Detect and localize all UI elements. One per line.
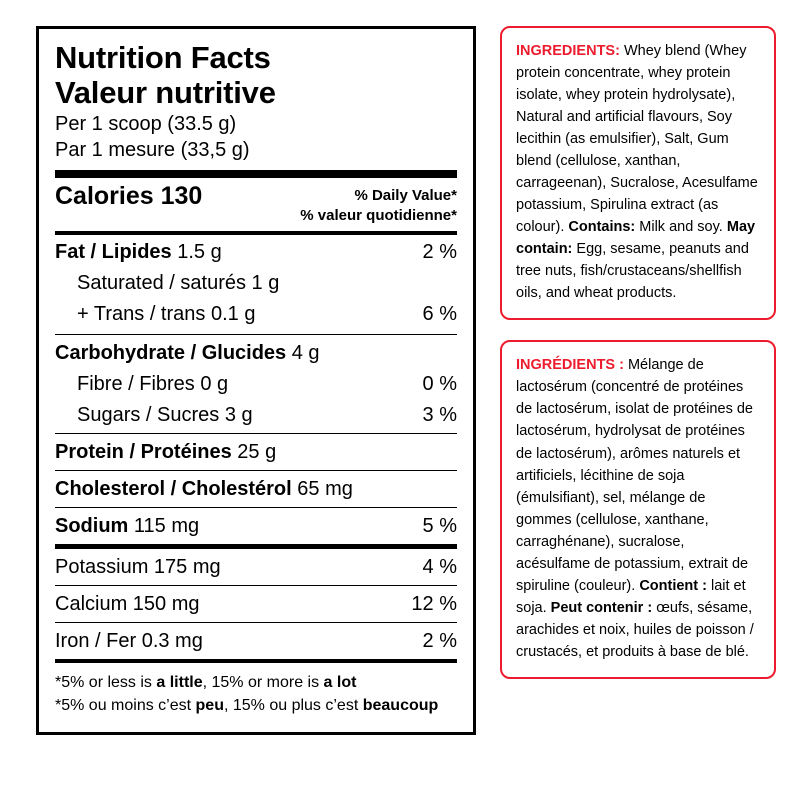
cholesterol-left bbox=[55, 476, 447, 502]
protein-left bbox=[55, 439, 447, 465]
footnote-en bbox=[55, 671, 457, 694]
fat-row bbox=[55, 237, 279, 268]
trans-dv: 6 % bbox=[422, 303, 457, 326]
sodium-amount: 115 mg bbox=[133, 515, 200, 538]
iron-row bbox=[55, 623, 457, 659]
sugars-left bbox=[55, 402, 413, 428]
sodium-dv: 5 % bbox=[422, 515, 457, 538]
may-contain-label-en: May contain: bbox=[516, 219, 756, 258]
cholesterol-row bbox=[55, 471, 457, 507]
footnote-fr-peu: peu bbox=[195, 697, 224, 715]
footnote-fr-part2: , 15% ou plus c’est bbox=[223, 697, 363, 715]
calories-row bbox=[55, 178, 457, 232]
divider-thick-top bbox=[55, 170, 457, 178]
sugars-row bbox=[55, 402, 457, 433]
potassium-dv: 4 % bbox=[422, 556, 457, 579]
ingredients-body-en: Whey blend (Whey protein concentrate, whey protein isolate, whey protein hydrolysate), Natural and artificial flavours, Soy lecithin (as emulsifier), Salt, Gum blend (cellulose, xanthan, carrageenan), Sucralose, Acesulfame potassium, Spirulina extract (as colour). bbox=[516, 43, 758, 236]
calcium-name: Calcium 150 mg bbox=[55, 593, 200, 616]
ingredients-heading-en: INGREDIENTS: bbox=[516, 43, 620, 59]
daily-value-header-fr: % valeur quotidienne* bbox=[300, 206, 457, 224]
calcium-row bbox=[55, 586, 457, 622]
footnote-fr bbox=[55, 694, 457, 717]
fat-group bbox=[55, 235, 457, 334]
nutrition-facts-panel bbox=[36, 26, 476, 735]
ingredients-column bbox=[500, 26, 776, 679]
trans-name: + Trans / trans bbox=[77, 303, 206, 326]
cholesterol-name: Cholesterol / Cholestérol bbox=[55, 478, 292, 501]
fat-amount: 1.5 g bbox=[177, 241, 222, 264]
fat-name: Fat / Lipides bbox=[55, 241, 172, 264]
fat-dv: 2 % bbox=[422, 241, 457, 264]
footnote-en-little: a little bbox=[156, 674, 203, 692]
protein-amount: 25 g bbox=[237, 441, 277, 464]
may-contain-body-en: Egg, sesame, peanuts and tree nuts, fish/crustaceans/shellfish oils, and wheat products. bbox=[516, 241, 749, 302]
ingredients-body-fr: Mélange de lactosérum (concentré de protéines de lactosérum, isolat de protéines de lactosérum, hydrolysat de protéines de lactosérum), arômes naturels et artificiels, lécithine de soja (émulsifiant), sel, mélange de gommes (cellulose, xanthane, carraghénane), sucralose, acésulfame de potassium, extrait de spiruline (couleur). bbox=[516, 357, 753, 594]
ingredients-box-fr bbox=[500, 340, 776, 678]
protein-row bbox=[55, 434, 457, 470]
serving-size-fr: Par 1 mesure (33,5 g) bbox=[55, 139, 250, 162]
sodium-name: Sodium bbox=[55, 515, 129, 538]
nutrition-title-fr: Valeur nutritive bbox=[55, 74, 276, 110]
trans-row bbox=[55, 299, 279, 330]
calories-label: Calories 130 bbox=[55, 181, 203, 210]
contains-body-en: Milk and soy. bbox=[635, 219, 727, 236]
ingredients-box-en bbox=[500, 26, 776, 320]
trans-amount: 0.1 g bbox=[210, 303, 256, 326]
carbohydrate-amount: 4 g bbox=[291, 342, 320, 365]
fat-group-lines bbox=[55, 237, 279, 330]
cholesterol-amount: 65 mg bbox=[297, 478, 353, 501]
saturated-amount: 1 g bbox=[251, 272, 280, 295]
footnote-en-part2: , 15% or more is bbox=[202, 674, 324, 692]
protein-name: Protein / Protéines bbox=[55, 441, 232, 464]
fat-group-dv bbox=[423, 237, 457, 330]
calcium-dv: 12 % bbox=[411, 593, 457, 616]
contains-body-fr: lait et soja. bbox=[516, 577, 746, 616]
daily-value-header-en: % Daily Value* bbox=[354, 186, 457, 204]
iron-dv: 2 % bbox=[422, 630, 457, 653]
ingredients-heading-fr: INGRÉDIENTS : bbox=[516, 357, 624, 374]
sodium-left bbox=[55, 513, 413, 539]
fibre-amount: 0 g bbox=[200, 373, 229, 396]
may-contain-label-fr: Peut contenir : bbox=[550, 599, 653, 616]
sugars-name: Sugars / Sucres bbox=[77, 404, 220, 427]
nutrition-title-en: Nutrition Facts bbox=[55, 40, 271, 75]
fibre-row bbox=[55, 371, 457, 402]
contains-label-fr: Contient : bbox=[639, 577, 707, 594]
footnotes bbox=[55, 663, 457, 717]
fibre-dv: 0 % bbox=[422, 373, 457, 396]
carbohydrate-left bbox=[55, 340, 447, 366]
carbohydrate-row bbox=[55, 335, 457, 371]
serving-size-en: Per 1 scoop (33.5 g) bbox=[55, 113, 237, 136]
fibre-name: Fibre / Fibres bbox=[77, 373, 195, 396]
footnote-fr-part1: *5% ou moins c’est bbox=[55, 697, 196, 715]
sugars-dv: 3 % bbox=[422, 404, 457, 427]
footnote-en-part1: *5% or less is bbox=[55, 674, 157, 692]
iron-name: Iron / Fer 0.3 mg bbox=[55, 630, 203, 653]
contains-label-en: Contains: bbox=[568, 219, 636, 236]
sodium-row bbox=[55, 508, 457, 544]
potassium-name: Potassium 175 mg bbox=[55, 556, 221, 579]
sugars-amount: 3 g bbox=[224, 404, 253, 427]
footnote-en-lot: a lot bbox=[323, 674, 357, 692]
saturated-name: Saturated / saturés bbox=[77, 272, 246, 295]
daily-value-header bbox=[300, 182, 457, 227]
fibre-left bbox=[55, 371, 413, 397]
saturated-row bbox=[55, 268, 279, 299]
footnote-fr-beaucoup: beaucoup bbox=[362, 697, 439, 715]
may-contain-body-fr: œufs, sésame, arachides et noix, huiles de poisson / crustacés, et produits à base de blé. bbox=[516, 599, 754, 660]
potassium-row bbox=[55, 549, 457, 585]
carbohydrate-name: Carbohydrate / Glucides bbox=[55, 342, 287, 365]
